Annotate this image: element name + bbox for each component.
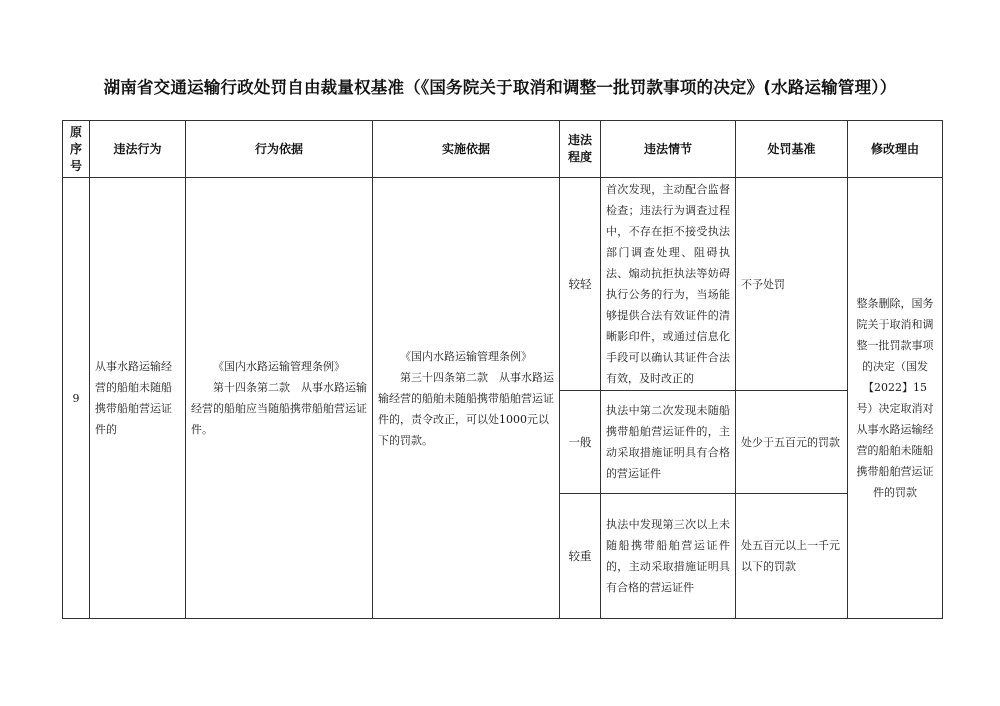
row-implementation xyxy=(373,178,560,619)
header-circumstances: 违法情节 xyxy=(601,121,736,178)
header-reason: 修改理由 xyxy=(848,121,943,178)
degree-serious: 较重 xyxy=(560,494,601,619)
basis-law-text: 第十四条第二款 从事水路运输经营的船舶应当随船携带船舶营运证件。 xyxy=(191,381,367,436)
circumstances-minor: 首次发现，主动配合监督检查；违法行为调查过程中，不存在拒不接受执法部门调查处理、阻碍执法、煽动抗拒执法等妨碍执行公务的行为，当场能够提供合法有效证件的清晰影印件，或通过信息化手段可以确认其证件合法有效，及时改正的 xyxy=(601,178,736,391)
header-basis: 行为依据 xyxy=(186,121,373,178)
row-violation: 从事水路运输经营的船舶未随船携带船舶营运证件的 xyxy=(90,178,186,619)
discretion-standard-table xyxy=(62,120,943,619)
table-header-row xyxy=(63,121,943,178)
row-reason: 整条删除，国务院关于取消和调整一批罚款事项的决定（国发【2022】15号）决定取消对从事水路运输经营的船舶未随船携带船舶营运证件的罚款 xyxy=(848,178,943,619)
header-degree: 违法程度 xyxy=(560,121,601,178)
penalty-serious: 处五百元以上一千元以下的罚款 xyxy=(736,494,848,619)
table-row xyxy=(63,178,943,391)
row-seq: 9 xyxy=(63,178,90,619)
circumstances-general: 执法中第二次发现未随船携带船舶营运证件的，主动采取措施证明具有合格的营运证件 xyxy=(601,391,736,494)
header-penalty: 处罚基准 xyxy=(736,121,848,178)
degree-minor: 较轻 xyxy=(560,178,601,391)
implementation-law-text: 第三十四条第二款 从事水路运输经营的船舶未随船携带船舶营运证件的，责令改正，可以处1000元以下的罚款。 xyxy=(378,370,554,447)
penalty-minor: 不予处罚 xyxy=(736,178,848,391)
basis-law-title: 《国内水路运输管理条例》 xyxy=(213,360,345,373)
page-title: 湖南省交通运输行政处罚自由裁量权基准（《国务院关于取消和调整一批罚款事项的决定》(水路运输管理）） xyxy=(103,78,897,97)
header-implementation: 实施依据 xyxy=(373,121,560,178)
row-basis xyxy=(186,178,373,619)
implementation-law-title: 《国内水路运输管理条例》 xyxy=(400,349,532,363)
circumstances-serious: 执法中发现第三次以上未随船携带船舶营运证件的，主动采取措施证明具有合格的营运证件 xyxy=(601,494,736,619)
penalty-general: 处少于五百元的罚款 xyxy=(736,391,848,494)
header-seq: 原序号 xyxy=(63,121,90,178)
degree-general: 一般 xyxy=(560,391,601,494)
header-violation: 违法行为 xyxy=(90,121,186,178)
